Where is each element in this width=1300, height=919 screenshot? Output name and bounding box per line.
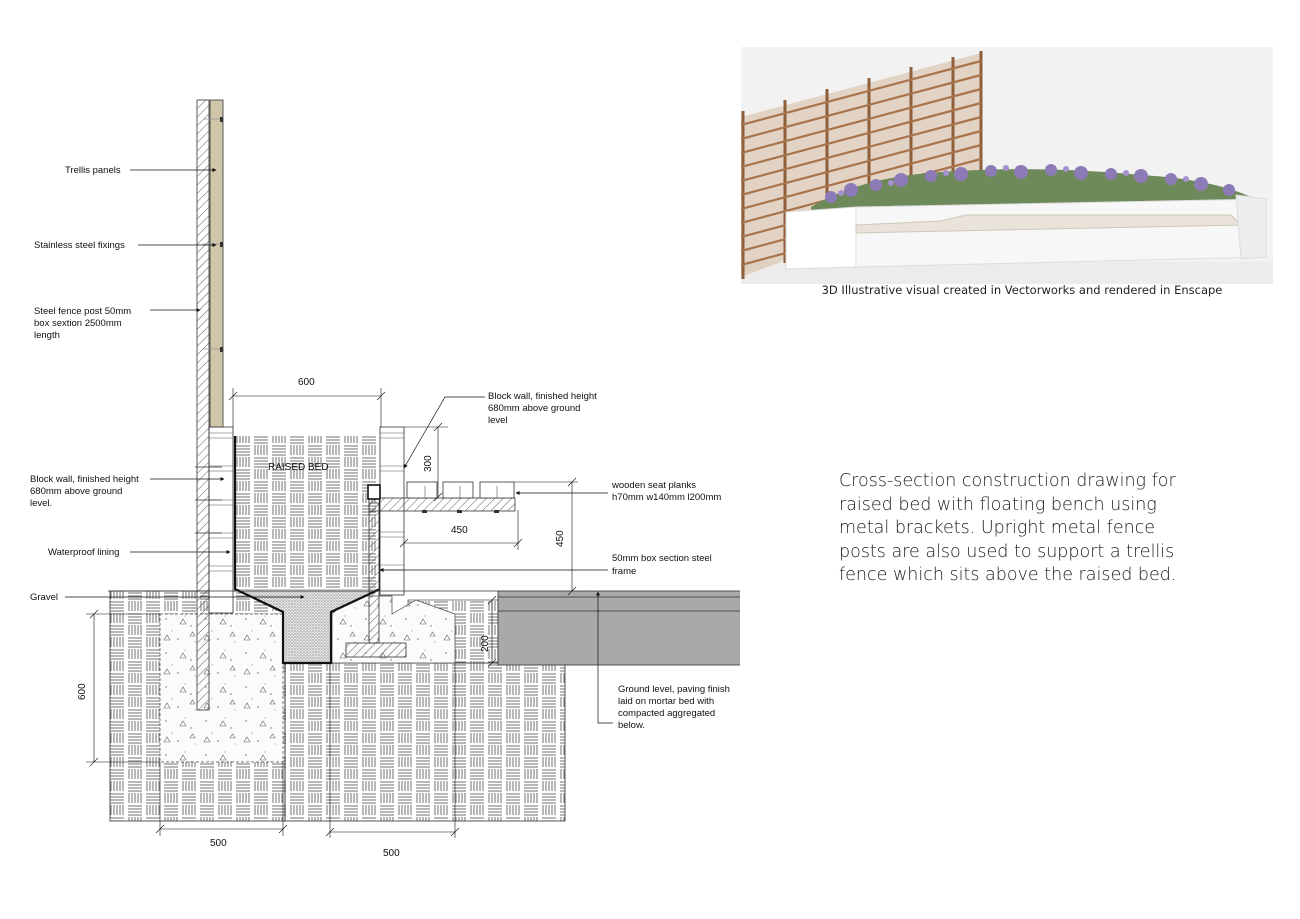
trellis-panel (210, 100, 223, 427)
label-seat-planks-2: h70mm w140mm l200mm (612, 492, 722, 503)
steel-frame-base (346, 643, 406, 657)
label-ground-4: below. (618, 720, 645, 731)
dim-seat-depth: 450 (451, 525, 468, 536)
planter-box (786, 207, 856, 269)
dim-bed-width: 600 (298, 377, 315, 388)
steel-frame-arm (369, 498, 515, 511)
render-caption: 3D Illustrative visual created in Vectorworks and rendered in Enscape (821, 283, 1223, 297)
render-image (741, 47, 1273, 284)
label-fence-post-1: Steel fence post 50mm (34, 306, 132, 317)
raised-bed-soil (235, 436, 380, 589)
label-fence-post-3: length (34, 330, 60, 341)
paving (498, 591, 740, 665)
label-ground-2: laid on mortar bed with (618, 696, 715, 707)
label-ground-1: Ground level, paving finish (618, 684, 730, 695)
label-stainless-steel-fixings: Stainless steel fixings (34, 240, 125, 251)
label-block-wall-left-1: Block wall, finished height (30, 474, 139, 485)
label-block-wall-left-3: level. (30, 498, 53, 509)
steel-fence-post (197, 100, 209, 710)
seat-planks (407, 482, 514, 498)
label-steel-frame-1: 50mm box section steel (612, 553, 712, 564)
drawing-description: Cross-section construction drawing for raised bed with floating bench using metal brackets. Upright metal fence posts are also used to support a trellis fence which sits above the raised bed. (839, 471, 1177, 586)
label-trellis-panels: Trellis panels (65, 165, 121, 176)
label-raised-bed: RAISED BED (268, 462, 329, 473)
render-illustration (741, 47, 1273, 284)
label-ground-3: compacted aggregated (618, 708, 716, 719)
left-block-wall (209, 427, 233, 613)
ground-brick-middle (285, 663, 565, 821)
dim-footing-right-width: 500 (383, 848, 400, 859)
label-block-wall-right-1: Block wall, finished height (488, 391, 597, 402)
label-gravel: Gravel (30, 592, 58, 603)
label-fence-post-2: box sextion 2500mm (34, 318, 122, 329)
dim-footing-left-width: 500 (210, 838, 227, 849)
steel-frame-upright (369, 503, 379, 643)
label-block-wall-right-3: level (488, 415, 508, 426)
dim-paving-depth: 200 (480, 635, 491, 652)
dim-wall-above-seat: 300 (423, 455, 434, 472)
label-waterproof-lining: Waterproof lining (48, 547, 120, 558)
dim-footing-depth: 600 (77, 683, 88, 700)
left-footing (160, 614, 283, 762)
label-block-wall-left-2: 680mm above ground (30, 486, 123, 497)
label-steel-frame-2: frame (612, 566, 637, 577)
label-seat-planks-1: wooden seat planks (612, 480, 696, 491)
label-block-wall-right-2: 680mm above ground (488, 403, 581, 414)
dim-seat-height: 450 (555, 530, 566, 547)
